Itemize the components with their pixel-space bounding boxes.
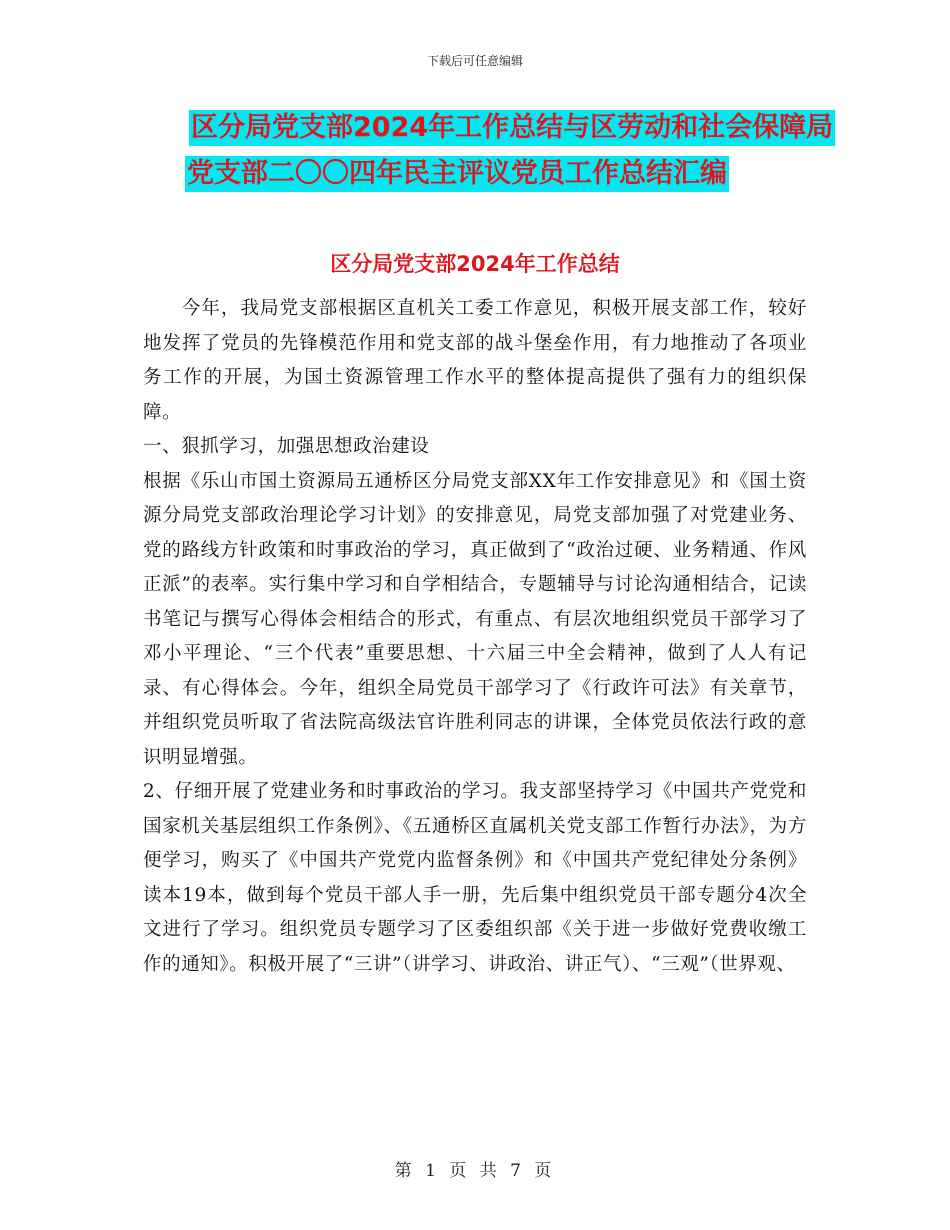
paragraph-study: 根据《乐山市国土资源局五通桥区分局党支部XX年工作安排意见》和《国土资源分局党支部政治理论学习计划》的安排意见，局党支部加强了对党建业务、党的路线方针政策和时事政治的学习，真正做到了“政治过硬、业务精通、作风正派”的表率。实行集中学习和自学相结合，专题辅导与讨论沟通相结合，记读书笔记与撰写心得体会相结合的形式，有重点、有层次地组织党员干部学习了邓小平理论、“三个代表”重要思想、十六届三中全会精神，做到了人人有记录、有心得体会。今年，组织全局党员干部学习了《行政许可法》有关章节，并组织党员听取了省法院高级法官许胜利同志的讲课，全体党员依法行政的意识明显增强。	[143, 470, 807, 768]
title-line-2: 党支部二〇〇四年民主评议党员工作总结汇编	[185, 156, 729, 192]
page-footer: 第 1 页 共 7 页	[394, 1161, 556, 1181]
body-text	[143, 292, 807, 982]
section-title: 区分局党支部2024年工作总结	[330, 252, 620, 276]
document-title	[185, 110, 834, 202]
paragraph-party-affairs: 2、仔细开展了党建业务和时事政治的学习。我支部坚持学习《中国共产党党和国家机关基层组织工作条例》、《五通桥区直属机关党支部工作暂行办法》，为方便学习，购买了《中国共产党党内监督条例》和《中国共产党纪律处分条例》读本19本，做到每个党员干部人手一册，先后集中组织党员干部专题分4次全文进行了学习。组织党员专题学习了区委组织部《关于进一步做好党费收缴工作的通知》。积极开展了“三讲”（讲学习、讲政治、讲正气）、“三观”（世界观、	[143, 781, 807, 975]
header-note: 下载后可任意编辑	[426, 54, 523, 68]
paragraph-intro: 今年，我局党支部根据区直机关工委工作意见，积极开展支部工作，较好地发挥了党员的先锋模范作用和党支部的战斗堡垒作用，有力地推动了各项业务工作的开展，为国土资源管理工作水平的整体提高提供了强有力的组织保障。	[143, 298, 807, 423]
title-line-1: 区分局党支部2024年工作总结与区劳动和社会保障局	[189, 110, 835, 146]
section-heading-1: 一、狠抓学习，加强思想政治建设	[143, 436, 430, 457]
